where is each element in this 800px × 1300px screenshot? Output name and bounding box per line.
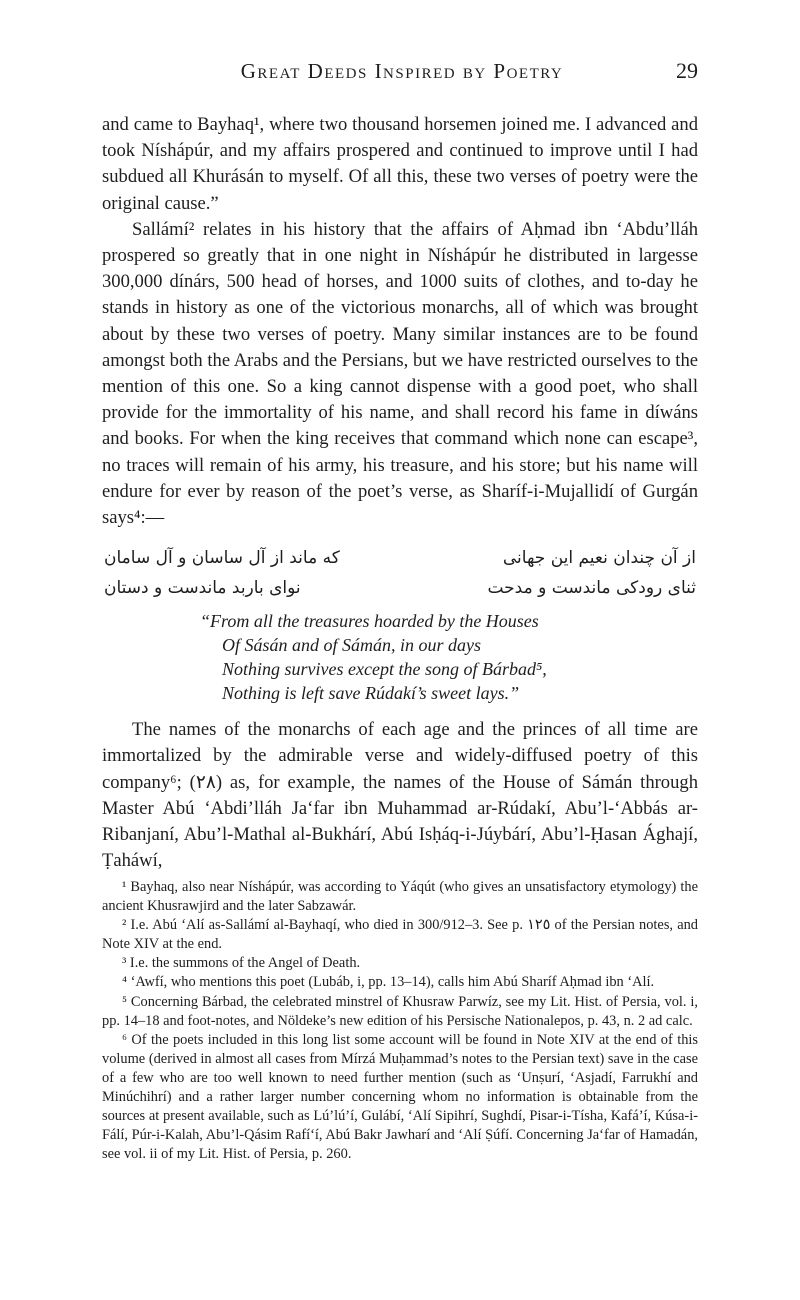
paragraph: The names of the monarchs of each age and the princes of all time are immortalized by the admirable verse and widely-diffused poetry of this company⁶; (٢٨) as, for example, the names of the House of Sámán through Master Abú ‘Abdi’lláh Ja‘far ibn Muhammad ar-Rúdakí, Abu’l-‘Abbás ar-Ribanjaní, Abu’l-Mathal al-Bukhárí, Abú Isḥáq-i-Júybárí, Abu’l-Ḥasan Ághají, Ṭaháwí,	[102, 719, 698, 872]
main-text	[102, 112, 698, 874]
verse-line: Of Sásán and of Sámán, in our days	[222, 635, 482, 656]
verse-line: Nothing survives except the song of Bárbad⁵,	[222, 659, 547, 680]
footnote: ⁶ Of the poets included in this long list some account will be found in Note XIV at the end of this volume (derived in almost all cases from Mírzá Muḥammad’s notes to the Persian text) save in the case of a few who are too well known to need further mention (such as ‘Unṣurí, ‘Asjadí, Farrukhí and Minúchihrí) and a rather larger number concerning whom no information is obtainable from the sources at present available, such as Lú’lú’í, Gulábí, ‘Alí Sipihrí, Sughdí, Pisar-i-Tísha, Kafá’í, Kúsa-i-Fálí, Púr-i-Kalah, Abu’l-Qásim Rafí‘í, Abú Bakr Jawharí and ‘Alí Ṣúfí. Concerning Ja‘far of Hamadán, see vol. ii of my Lit. Hist. of Persia, p. 260.	[102, 1031, 698, 1163]
verse-translation	[102, 609, 698, 705]
verse-line: “From all the treasures hoarded by the Houses	[200, 611, 539, 632]
running-head: Great Deeds Inspired by Poetry	[240, 59, 564, 83]
persian-hemistich: از آن چندان نعيم اين جهانى	[502, 548, 696, 569]
verse-line: Nothing is left save Rúdakí’s sweet lays.”	[222, 683, 520, 704]
persian-hemistich: ثناى رودكى ماندست و مدحت	[487, 578, 696, 599]
footnote: ⁵ Concerning Bárbad, the celebrated minstrel of Khusraw Parwíz, see my Lit. Hist. of Persia, vol. i, pp. 14–18 and foot-notes, and Nöldeke’s new edition of his Persische Nationalepos, p. 43, n. 2 ad calc.	[102, 993, 698, 1029]
persian-verse	[104, 543, 696, 603]
persian-hemistich: نواى باربد ماندست و دستان	[104, 578, 301, 599]
persian-hemistich: كه ماند از آل ساسان و آل سامان	[104, 548, 340, 569]
footnote: ¹ Bayhaq, also near Níshápúr, was according to Yáqút (who gives an unsatisfactory etymology) the ancient Khusrawjird and the later Sabzawár.	[102, 879, 698, 915]
footnotes	[102, 878, 698, 1164]
paragraph: and came to Bayhaq¹, where two thousand horsemen joined me. I advanced and took Níshápúr, and my affairs prospered and continued to improve until I had subdued all Khurásán to myself. Of all this, these two verses of poetry were the original cause.”	[102, 114, 698, 214]
page-number: 29	[676, 58, 698, 83]
paragraph: Sallámí² relates in his history that the affairs of Aḥmad ibn ‘Abdu’lláh prospered so greatly that in one night in Níshápúr he distributed in largesse 300,000 dínárs, 500 head of horses, and 1000 suits of clothes, and to-day he stands in history as one of the victorious monarchs, all of which was brought about by these two verses of poetry. Many similar instances are to be found amongst both the Arabs and the Persians, but we have restricted ourselves to the mention of this one. So a king cannot dispense with a good poet, who shall provide for the immortality of his name, and shall record his fame in díwáns and books. For when the king receives that command which none can escape³, no traces will remain of his army, his treasure, and his store; but his name will endure for ever by reason of the poet’s verse, as Sharíf-i-Mujallidí of Gurgán says⁴:—	[102, 218, 698, 529]
persian-verse-line	[104, 573, 696, 603]
page-header	[146, 58, 698, 92]
footnote: ⁴ ‘Awfí, who mentions this poet (Lubáb, i, pp. 13–14), calls him Abú Sharíf Aḥmad ibn ‘Alí.	[122, 974, 655, 991]
persian-verse-line	[104, 543, 696, 573]
footnote: ³ I.e. the summons of the Angel of Death.	[122, 955, 361, 972]
footnote: ² I.e. Abú ‘Alí as-Sallámí al-Bayhaqí, who died in 300/912–3. See p. ١٢٥ of the Persian notes, and Note XIV at the end.	[102, 917, 698, 953]
